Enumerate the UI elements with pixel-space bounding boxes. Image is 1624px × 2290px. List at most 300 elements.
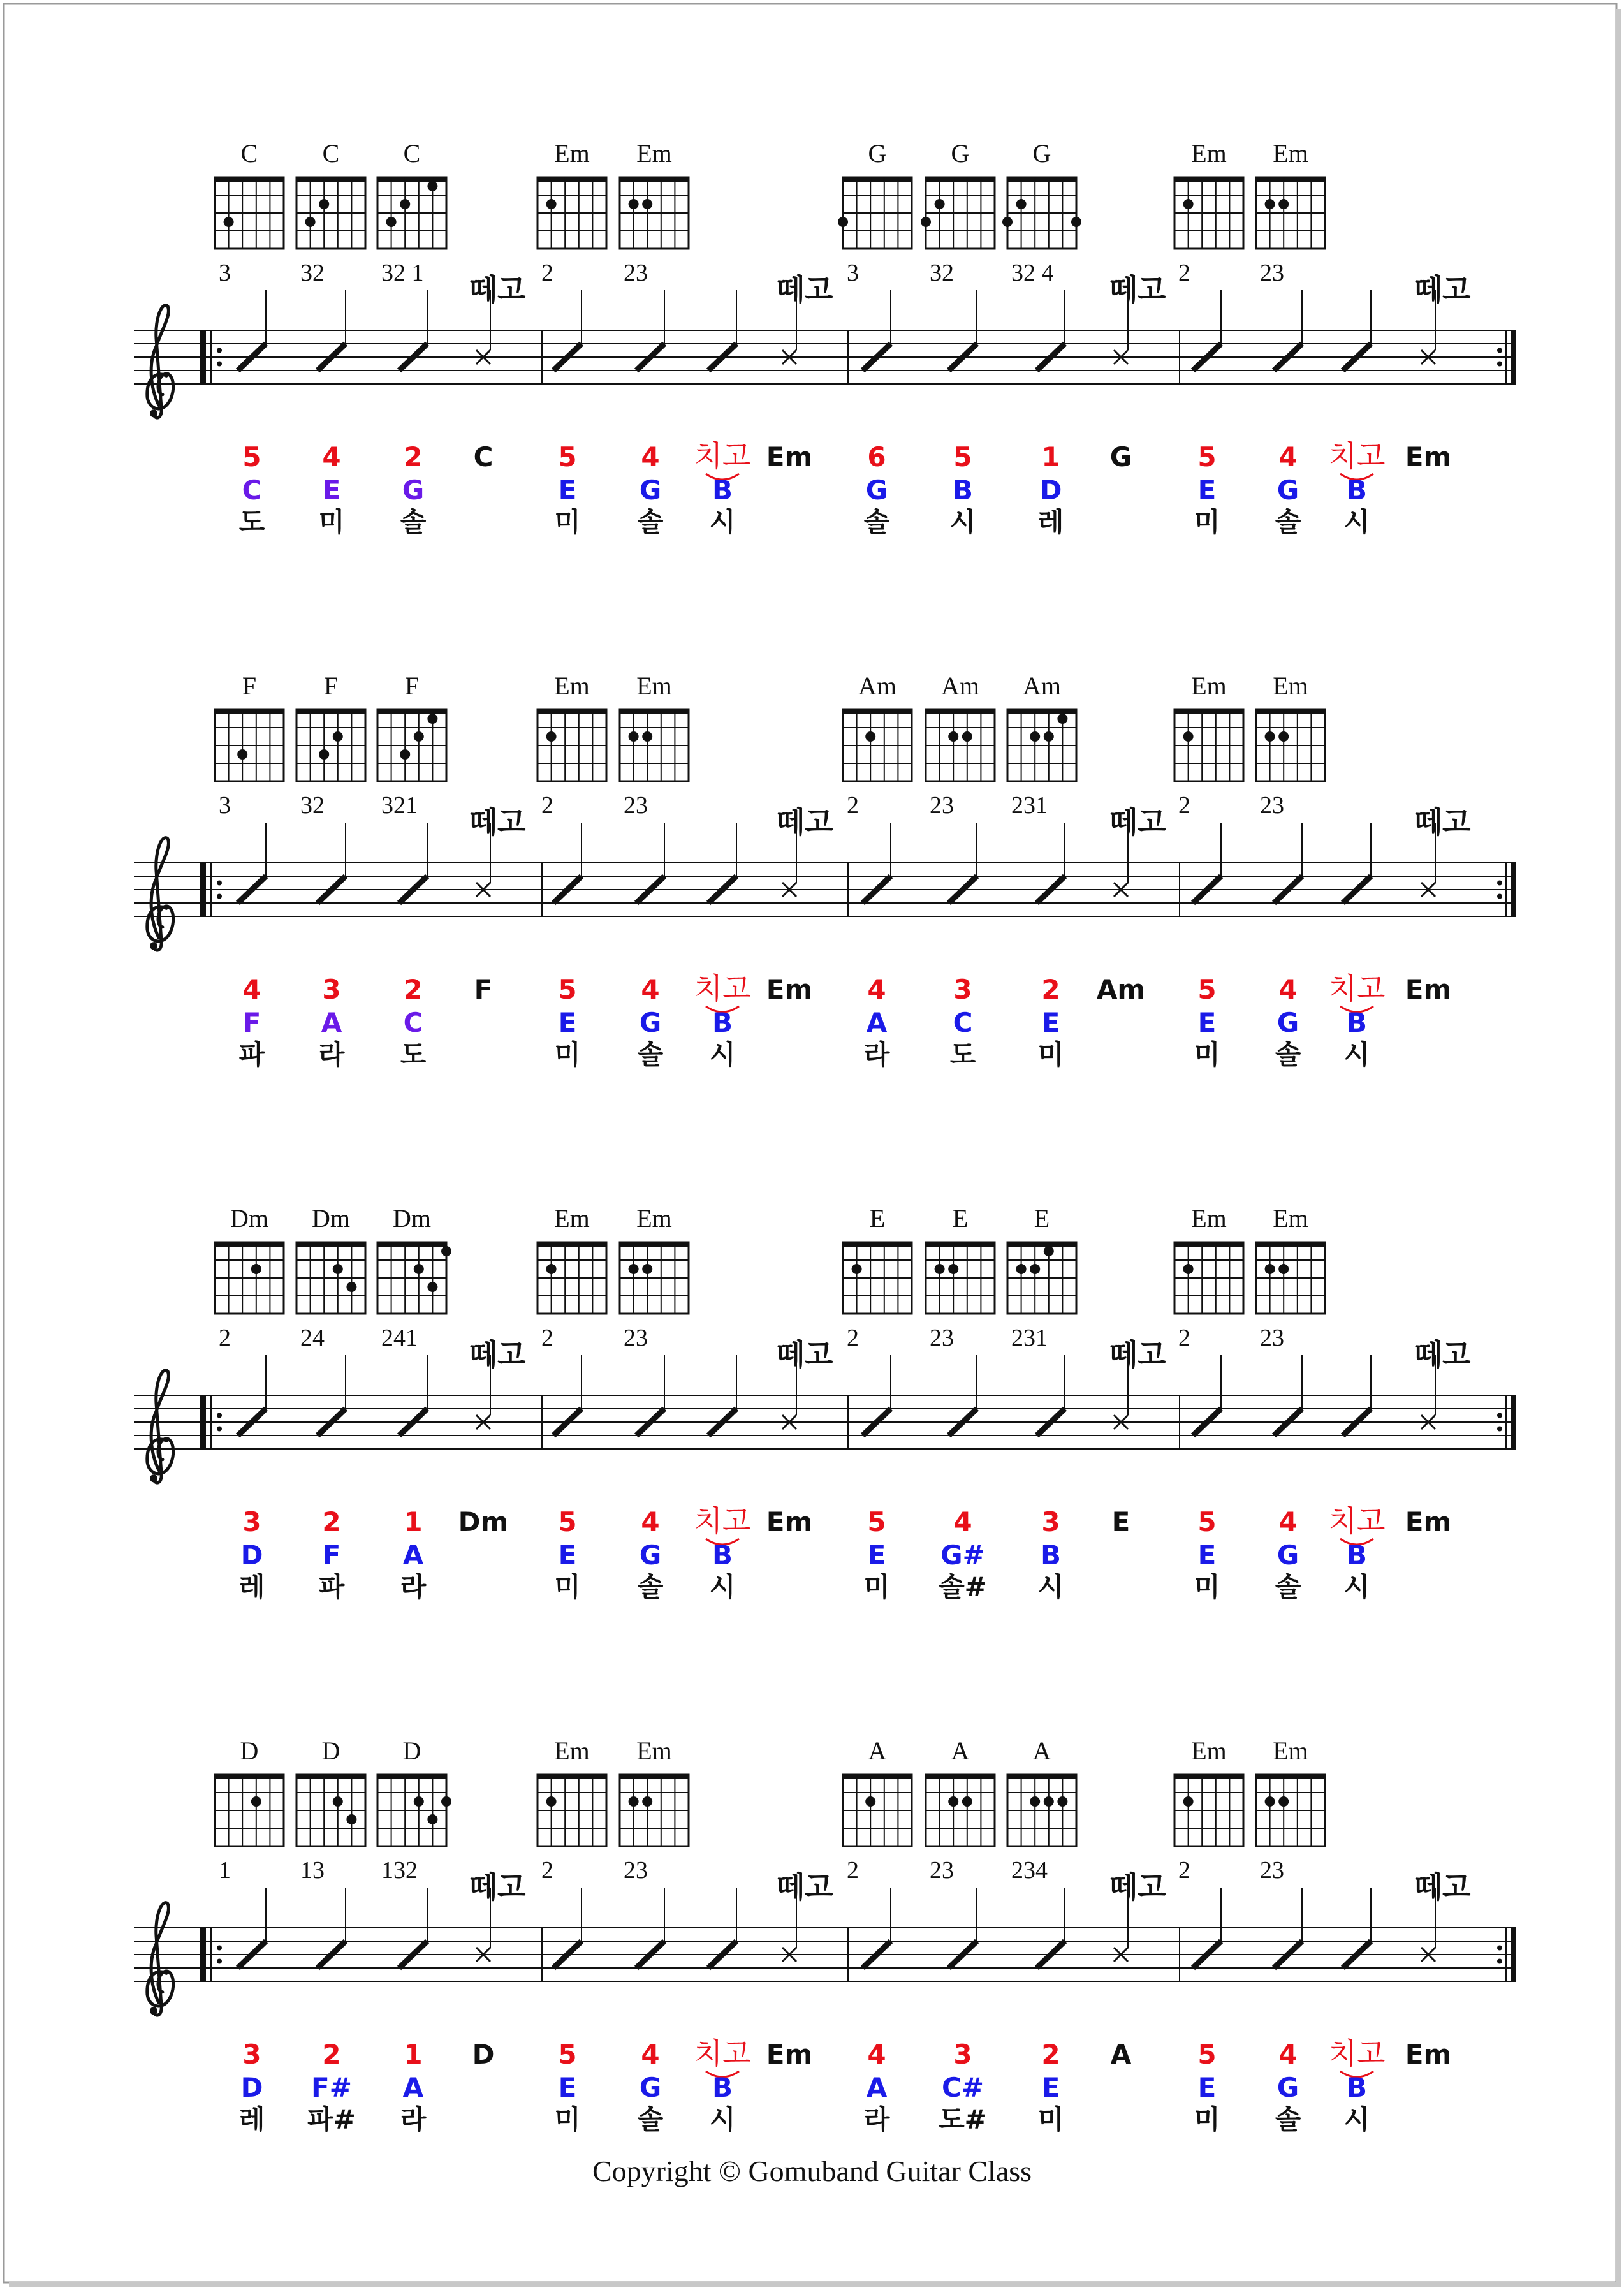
chord-root-label: Em — [766, 974, 813, 1005]
finger-dot — [333, 731, 343, 742]
string-number: 2 — [322, 1506, 341, 1538]
finger-numbers: 231 — [1011, 792, 1048, 819]
finger-numbers: 23 — [930, 792, 954, 819]
finger-numbers: 2 — [847, 1857, 859, 1884]
finger-numbers: 321 — [381, 792, 418, 819]
chord-name: D — [402, 1736, 421, 1765]
chord-diagram — [1007, 1736, 1076, 1884]
string-number: 2 — [1041, 974, 1060, 1005]
finger-dot — [865, 1796, 875, 1807]
finger-dot — [642, 199, 652, 209]
note-name: B — [712, 1539, 733, 1571]
chord-name: Em — [636, 1736, 672, 1765]
string-number: 2 — [404, 441, 423, 473]
chord-root-label: G — [1109, 441, 1132, 473]
finger-dot — [1278, 731, 1289, 742]
finger-numbers: 23 — [624, 792, 648, 819]
chord-diagram — [843, 1736, 912, 1884]
chord-diagram — [620, 139, 689, 286]
action-label: 떼고 — [1414, 272, 1471, 307]
solfege-label: 레 — [238, 1571, 265, 1603]
note-name: E — [1197, 1539, 1217, 1571]
chord-diagram — [538, 672, 606, 819]
solfege-label: 시 — [1343, 506, 1370, 538]
finger-dot — [386, 217, 397, 227]
finger-dot — [962, 1796, 972, 1807]
repeat-dot — [1497, 894, 1502, 899]
solfege-label: 솔 — [637, 2104, 664, 2135]
action-label: 떼고 — [1414, 1870, 1471, 1904]
chord-diagram — [377, 672, 446, 819]
string-number: 5 — [1197, 974, 1217, 1005]
repeat-start-thick — [200, 1928, 206, 1981]
finger-dot — [1183, 199, 1194, 209]
note-name: G — [1277, 1539, 1299, 1571]
finger-dot — [427, 1814, 437, 1824]
chord-name: Am — [941, 672, 979, 700]
solfege-label: 솔 — [1275, 506, 1301, 538]
action-label: 떼고 — [1414, 805, 1471, 839]
solfege-label: 시 — [709, 1039, 736, 1070]
solfege-label: 미 — [1194, 506, 1220, 538]
solfege-label: 라 — [318, 1039, 345, 1070]
strike-label: 치고 — [1328, 2036, 1386, 2071]
finger-dot — [427, 1282, 437, 1292]
clef-dot — [150, 409, 157, 417]
finger-dot — [642, 1264, 652, 1274]
finger-dot — [251, 1264, 261, 1274]
chord-name: Dm — [230, 1204, 268, 1233]
finger-dot — [629, 1796, 639, 1807]
finger-numbers: 32 1 — [381, 260, 424, 286]
solfege-label: 미 — [318, 506, 345, 538]
finger-numbers: 2 — [1178, 792, 1190, 819]
solfege-label: 미 — [1037, 2104, 1064, 2135]
string-number: 3 — [322, 974, 341, 1005]
note-name: E — [1197, 2072, 1217, 2103]
repeat-dot — [1497, 348, 1502, 353]
note-name: A — [402, 1539, 424, 1571]
chord-name: Em — [1191, 1736, 1227, 1765]
string-number: 5 — [558, 1506, 577, 1538]
solfege-label: 미 — [1037, 1039, 1064, 1070]
finger-numbers: 23 — [624, 1857, 648, 1884]
finger-dot — [1071, 217, 1081, 227]
string-number: 3 — [1041, 1506, 1060, 1538]
finger-dot — [1265, 731, 1275, 742]
chord-name: G — [868, 139, 887, 168]
finger-numbers: 2 — [541, 260, 553, 286]
solfege-label: 도 — [238, 506, 265, 538]
solfege-label: 라 — [863, 1039, 890, 1070]
note-name: D — [240, 1539, 263, 1571]
strike-label: 치고 — [694, 971, 751, 1006]
note-name: D — [240, 2072, 263, 2103]
solfege-label: 라 — [400, 2104, 427, 2135]
chord-root-label: Em — [766, 441, 813, 473]
finger-dot — [948, 731, 958, 742]
string-number: 3 — [953, 2039, 972, 2070]
note-name: C — [403, 1007, 423, 1038]
chord-diagram — [926, 1736, 995, 1884]
chord-name: Em — [554, 672, 590, 700]
repeat-end-thick — [1511, 330, 1516, 384]
chord-diagram — [215, 1736, 284, 1884]
clef-stroke — [151, 305, 168, 418]
note-name: G — [1277, 1007, 1299, 1038]
string-number: 4 — [641, 1506, 660, 1538]
clef-dot — [150, 2007, 157, 2015]
action-label: 떼고 — [1109, 272, 1166, 307]
solfege-label: 솔 — [400, 506, 427, 538]
finger-dot — [948, 1796, 958, 1807]
string-number: 5 — [953, 441, 972, 473]
solfege-label: 도 — [949, 1039, 976, 1070]
chord-name: A — [951, 1736, 970, 1765]
finger-dot — [962, 731, 972, 742]
string-number: 5 — [558, 2039, 577, 2070]
finger-numbers: 2 — [847, 1325, 859, 1351]
chord-name: Em — [554, 1204, 590, 1233]
finger-dot — [1030, 1796, 1040, 1807]
solfege-label: 솔 — [1275, 1571, 1301, 1603]
chord-root-label: E — [1111, 1506, 1130, 1538]
chord-root-label: C — [473, 441, 494, 473]
finger-numbers: 1 — [219, 1857, 231, 1884]
chord-diagram — [620, 1204, 689, 1351]
finger-numbers: 23 — [624, 1325, 648, 1351]
finger-dot — [1044, 1246, 1054, 1256]
chord-name: Am — [858, 672, 896, 700]
finger-dot — [1265, 1796, 1275, 1807]
finger-dot — [441, 1796, 451, 1807]
note-name: E — [1041, 2072, 1060, 2103]
finger-dot — [1183, 731, 1194, 742]
string-number: 4 — [867, 974, 886, 1005]
note-name: A — [866, 2072, 888, 2103]
chord-diagram — [838, 139, 912, 286]
note-name: B — [1346, 474, 1368, 506]
chord-root-label: Am — [1096, 974, 1146, 1005]
string-number: 4 — [953, 1506, 972, 1538]
string-number: 1 — [404, 2039, 423, 2070]
chord-name: Em — [1273, 1204, 1308, 1233]
chord-name: E — [1034, 1204, 1050, 1233]
finger-numbers: 23 — [624, 260, 648, 286]
chord-name: Em — [1191, 1204, 1227, 1233]
finger-dot — [546, 1264, 557, 1274]
finger-dot — [865, 731, 875, 742]
action-label: 떼고 — [1414, 1337, 1471, 1372]
solfege-label: 미 — [1194, 1039, 1220, 1070]
chord-name: Em — [554, 1736, 590, 1765]
copyright-text: Copyright © Gomuband Guitar Class — [592, 2155, 1032, 2187]
repeat-dot — [217, 362, 222, 367]
chord-name: F — [323, 672, 339, 700]
repeat-dot — [1497, 1413, 1502, 1418]
string-number: 4 — [641, 2039, 660, 2070]
note-name: E — [1041, 1007, 1060, 1038]
note-name: B — [1040, 1539, 1062, 1571]
chord-name: Em — [1191, 672, 1227, 700]
solfege-label: 솔 — [1275, 2104, 1301, 2135]
solfege-label: 시 — [949, 506, 976, 538]
chord-name: A — [1032, 1736, 1051, 1765]
finger-dot — [414, 731, 424, 742]
chord-name: G — [951, 139, 970, 168]
string-number: 4 — [1278, 974, 1298, 1005]
finger-dot — [251, 1796, 261, 1807]
string-number: 3 — [953, 974, 972, 1005]
chord-diagram — [1007, 1204, 1076, 1351]
finger-dot — [642, 1796, 652, 1807]
chord-diagram — [1007, 672, 1076, 819]
chord-root-label: D — [472, 2039, 495, 2070]
finger-numbers: 2 — [541, 792, 553, 819]
strike-label: 치고 — [1328, 971, 1386, 1006]
solfege-label: 미 — [554, 2104, 581, 2135]
string-number: 4 — [867, 2039, 886, 2070]
finger-dot — [414, 1796, 424, 1807]
finger-dot — [1278, 1796, 1289, 1807]
action-label: 떼고 — [469, 1870, 526, 1904]
chord-name: C — [240, 139, 258, 168]
finger-dot — [546, 199, 557, 209]
solfege-label: 시 — [1037, 1571, 1064, 1603]
string-number: 3 — [242, 2039, 261, 2070]
finger-numbers: 2 — [541, 1325, 553, 1351]
chord-diagram — [538, 139, 606, 286]
note-name: B — [952, 474, 974, 506]
note-name: E — [1197, 1007, 1217, 1038]
string-number: 4 — [641, 974, 660, 1005]
finger-numbers: 23 — [1260, 1857, 1284, 1884]
finger-dot — [1016, 199, 1027, 209]
finger-dot — [1044, 731, 1054, 742]
solfege-label: 솔 — [1275, 1039, 1301, 1070]
chord-root-label: A — [1110, 2039, 1132, 2070]
chord-root-label: Em — [1405, 2039, 1452, 2070]
chord-root-label: Dm — [458, 1506, 509, 1538]
note-name: E — [1197, 474, 1217, 506]
finger-dot — [629, 199, 639, 209]
note-name: G — [402, 474, 425, 506]
finger-numbers: 2 — [1178, 260, 1190, 286]
note-name: E — [322, 474, 341, 506]
strike-label: 치고 — [694, 439, 751, 473]
note-name: G — [639, 1007, 662, 1038]
note-name: G — [1277, 474, 1299, 506]
chord-root-label: F — [474, 974, 493, 1005]
solfege-label: 미 — [863, 1571, 890, 1603]
note-name: D — [1039, 474, 1062, 506]
chord-diagram — [1174, 1736, 1243, 1884]
repeat-dot — [217, 1427, 222, 1432]
chord-diagram — [377, 1736, 451, 1884]
chord-root-label: Em — [1405, 1506, 1452, 1538]
string-number: 2 — [322, 2039, 341, 2070]
repeat-dot — [217, 894, 222, 899]
note-name: E — [867, 1539, 886, 1571]
chord-diagram — [215, 1204, 284, 1351]
finger-dot — [1278, 1264, 1289, 1274]
solfege-label: 솔# — [939, 1571, 987, 1603]
finger-dot — [546, 731, 557, 742]
finger-numbers: 23 — [930, 1325, 954, 1351]
finger-dot — [1265, 199, 1275, 209]
solfege-label: 미 — [554, 1039, 581, 1070]
solfege-label: 시 — [1343, 1571, 1370, 1603]
finger-numbers: 32 — [930, 260, 954, 286]
finger-numbers: 24 — [300, 1325, 325, 1351]
note-name: B — [712, 474, 733, 506]
strike-label: 치고 — [694, 2036, 751, 2071]
finger-dot — [642, 731, 652, 742]
string-number: 1 — [1041, 441, 1060, 473]
chord-name: Em — [554, 139, 590, 168]
chord-root-label: Em — [1405, 974, 1452, 1005]
finger-dot — [1002, 217, 1013, 227]
chord-diagram — [926, 672, 995, 819]
repeat-dot — [1497, 1946, 1502, 1951]
chord-diagram — [843, 672, 912, 819]
chord-diagram — [1256, 672, 1325, 819]
finger-dot — [629, 731, 639, 742]
chord-name: D — [321, 1736, 340, 1765]
note-name: E — [558, 1539, 577, 1571]
finger-numbers: 2 — [541, 1857, 553, 1884]
clef-stroke — [151, 838, 168, 951]
repeat-start-thick — [200, 1395, 206, 1449]
repeat-end-thick — [1511, 1928, 1516, 1981]
note-name: G# — [940, 1539, 985, 1571]
chord-name: C — [403, 139, 421, 168]
note-name: G — [639, 1539, 662, 1571]
finger-dot — [1278, 199, 1289, 209]
chord-root-label: Em — [766, 1506, 813, 1538]
repeat-dot — [217, 1959, 222, 1964]
finger-dot — [852, 1264, 862, 1274]
note-name: F — [242, 1007, 261, 1038]
action-label: 떼고 — [776, 1870, 833, 1904]
chord-diagram — [926, 1204, 995, 1351]
chord-diagram — [215, 139, 284, 286]
chord-name: Em — [1191, 139, 1227, 168]
treble-clef — [147, 305, 173, 418]
chord-name: Em — [636, 672, 672, 700]
solfege-label: 파# — [307, 2104, 356, 2135]
solfege-label: 미 — [1194, 1571, 1220, 1603]
solfege-label: 도 — [400, 1039, 427, 1070]
chord-name: Dm — [393, 1204, 431, 1233]
string-number: 1 — [404, 1506, 423, 1538]
repeat-dot — [1497, 1959, 1502, 1964]
treble-clef — [147, 1370, 173, 1483]
solfege-label: 미 — [554, 1571, 581, 1603]
finger-dot — [629, 1264, 639, 1274]
chord-name: F — [404, 672, 420, 700]
string-number: 2 — [404, 974, 423, 1005]
finger-dot — [1044, 1796, 1054, 1807]
finger-dot — [921, 217, 931, 227]
chord-diagram — [538, 1204, 606, 1351]
string-number: 6 — [867, 441, 886, 473]
finger-numbers: 13 — [300, 1857, 325, 1884]
finger-dot — [1057, 1796, 1067, 1807]
chord-diagram — [296, 1736, 365, 1884]
finger-dot — [1016, 1264, 1027, 1274]
finger-dot — [305, 217, 316, 227]
note-name: E — [558, 474, 577, 506]
repeat-dot — [217, 1413, 222, 1418]
string-number: 4 — [242, 974, 261, 1005]
string-number: 5 — [867, 1506, 886, 1538]
finger-dot — [1057, 714, 1067, 724]
chord-name: Em — [636, 1204, 672, 1233]
action-label: 떼고 — [469, 272, 526, 307]
finger-numbers: 2 — [1178, 1857, 1190, 1884]
chord-diagram — [1174, 139, 1243, 286]
finger-dot — [333, 1796, 343, 1807]
finger-dot — [427, 181, 437, 191]
chord-name: Em — [1273, 139, 1308, 168]
finger-numbers: 231 — [1011, 1325, 1048, 1351]
finger-dot — [414, 1264, 424, 1274]
finger-dot — [441, 1246, 451, 1256]
finger-numbers: 23 — [1260, 260, 1284, 286]
note-name: B — [1346, 1007, 1368, 1038]
chord-name: Am — [1023, 672, 1061, 700]
solfege-label: 시 — [1343, 1039, 1370, 1070]
solfege-label: 솔 — [637, 1039, 664, 1070]
string-number: 4 — [641, 441, 660, 473]
repeat-dot — [217, 348, 222, 353]
note-name: F — [322, 1539, 341, 1571]
chord-name: Dm — [312, 1204, 350, 1233]
finger-dot — [1030, 1264, 1040, 1274]
chord-name: Em — [1273, 1736, 1308, 1765]
repeat-dot — [217, 1946, 222, 1951]
repeat-start-thick — [200, 863, 206, 916]
string-number: 4 — [1278, 1506, 1298, 1538]
finger-dot — [838, 217, 848, 227]
finger-dot — [224, 217, 234, 227]
chord-diagram — [1256, 139, 1325, 286]
chord-diagram — [1002, 139, 1081, 286]
action-label: 떼고 — [469, 1337, 526, 1372]
chord-name: Em — [636, 139, 672, 168]
chord-diagram — [538, 1736, 606, 1884]
note-name: E — [558, 1007, 577, 1038]
chord-diagram — [215, 672, 284, 819]
chord-diagram — [296, 1204, 365, 1351]
solfege-label: 솔 — [637, 1571, 664, 1603]
chord-name: E — [952, 1204, 969, 1233]
string-number: 5 — [558, 441, 577, 473]
finger-dot — [546, 1796, 557, 1807]
string-number: 4 — [322, 441, 341, 473]
clef-dot — [150, 942, 157, 950]
note-name: B — [1346, 2072, 1368, 2103]
note-name: A — [866, 1007, 888, 1038]
note-name: A — [321, 1007, 342, 1038]
string-number: 5 — [1197, 1506, 1217, 1538]
action-label: 떼고 — [1109, 1870, 1166, 1904]
finger-dot — [346, 1282, 356, 1292]
string-number: 5 — [1197, 441, 1217, 473]
note-name: G — [639, 2072, 662, 2103]
solfege-label: 라 — [863, 2104, 890, 2135]
